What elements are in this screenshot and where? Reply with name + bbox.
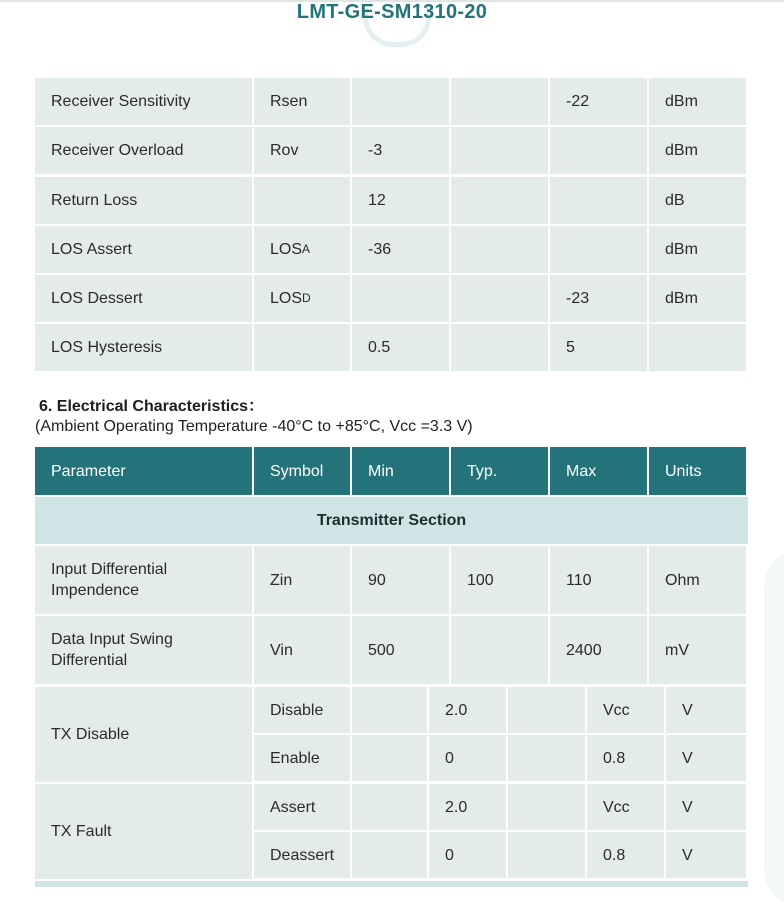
section-title: 6. Electrical Characteristics： [39,398,265,415]
table-cell [649,616,746,684]
table-cell-text: 110 [566,571,592,589]
tx-fault-cell-text: Assert [270,798,316,816]
tx-disable-cell-text: V [682,749,693,767]
table-header-cell-text: Min [368,462,394,480]
next-row-strip [35,881,748,887]
tx-fault-label [35,784,252,879]
receiver-cell-text: -23 [566,290,590,307]
tx-fault-cell [254,784,350,830]
tx-disable-cell [666,735,746,781]
receiver-cell [451,127,548,174]
tx-disable-cell-text: V [682,701,693,719]
tx-disable-cell [508,687,585,733]
receiver-cell [649,275,746,322]
page-title: LMT-GE-SM1310-20 [296,1,488,23]
receiver-cell-text: Receiver Overload [51,142,184,159]
tx-disable-cell [587,687,664,733]
receiver-cell-text: LOS [270,241,303,258]
table-cell [352,546,449,614]
tx-disable-cell [508,735,585,781]
table-cell-text: mV [665,641,689,659]
tx-fault-cell [352,784,427,830]
tx-fault-cell [666,832,746,878]
receiver-cell-text: -22 [566,93,590,110]
receiver-cell [35,78,252,125]
tx-disable-cell [254,687,350,733]
table-cell-text: Input Differential Impendence [51,561,168,599]
tx-fault-cell [352,832,427,878]
tx-disable-cell-text: 2.0 [445,701,468,719]
receiver-cell [352,78,449,125]
receiver-cell [550,324,647,371]
receiver-cell [254,127,350,174]
table-cell [254,616,350,684]
tx-fault-cell [429,832,506,878]
table-cell-text: 500 [368,641,395,659]
receiver-cell [352,275,449,322]
table-header-cell-text: Max [566,462,597,480]
tx-disable-cell-text: Enable [270,749,320,767]
table-cell-text: Ohm [665,571,700,589]
tx-disable-label [35,687,252,782]
receiver-cell-text: LOS Dessert [51,290,143,307]
table-cell-text: 90 [368,571,386,589]
receiver-cell [550,226,647,273]
tx-fault-cell [587,832,664,878]
receiver-cell [550,127,647,174]
table-header-cell-text: Parameter [51,462,126,480]
table-cell [451,546,548,614]
receiver-cell [451,78,548,125]
table-cell [649,546,746,614]
receiver-cell [35,127,252,174]
tx-disable-cell [254,735,350,781]
receiver-cell [254,324,350,371]
tx-disable-cell [666,687,746,733]
receiver-cell [451,275,548,322]
receiver-cell-text: LOS Assert [51,241,132,258]
tx-fault-cell-text: Vcc [603,798,630,816]
table-cell [35,616,252,684]
table-header-cell [649,447,746,495]
receiver-cell-text: -36 [368,241,392,258]
receiver-cell-text: 5 [566,339,575,356]
tx-fault-cell-text: 2.0 [445,798,468,816]
table-cell-text: 100 [467,571,494,589]
symbol-subscript: A [302,242,311,256]
receiver-cell-text: LOS [270,290,303,307]
table-header-cell-text: Typ. [467,462,498,480]
receiver-cell-text: dBm [665,241,698,258]
table-cell [550,616,647,684]
receiver-cell [550,177,647,224]
receiver-cell [352,177,449,224]
receiver-cell [550,275,647,322]
receiver-cell-text: 0.5 [368,339,391,356]
tx-fault-cell [508,784,585,830]
tx-fault-cell-text: 0 [445,846,454,864]
receiver-cell [451,177,548,224]
tx-disable-cell-text: Disable [270,701,324,719]
section-header-text: Transmitter Section [316,512,467,529]
receiver-cell-text: -3 [368,142,383,159]
tx-disable-cell-text: Vcc [603,701,630,719]
receiver-cell-text: Receiver Sensitivity [51,93,191,110]
tx-disable-label-text: TX Disable [51,726,130,743]
receiver-cell [35,226,252,273]
receiver-cell [254,78,350,125]
receiver-cell [35,324,252,371]
watermark-shape [764,548,784,908]
receiver-cell-text: dBm [665,93,698,110]
tx-fault-cell [587,784,664,830]
receiver-cell-text: Rov [270,142,299,159]
tx-disable-cell-text: 0 [445,749,454,767]
receiver-cell [254,177,350,224]
tx-fault-cell [508,832,585,878]
tx-disable-cell [429,735,506,781]
table-cell [254,546,350,614]
tx-disable-cell [587,735,664,781]
table-header-cell [35,447,252,495]
receiver-cell-text: dBm [665,142,698,159]
section-header [35,497,748,544]
table-header-cell-text: Units [665,462,702,480]
tx-fault-cell [666,784,746,830]
tx-fault-cell [254,832,350,878]
receiver-cell-text: dB [665,192,685,209]
receiver-cell-text: Rsen [270,93,308,110]
receiver-cell [254,226,350,273]
table-header-cell-text: Symbol [270,462,324,480]
table-cell-text: Data Input Swing Differential [51,631,173,669]
table-header-cell [352,447,449,495]
table-header-cell [254,447,350,495]
tx-fault-cell-text: V [682,846,693,864]
receiver-cell-text: dBm [665,290,698,307]
receiver-cell [649,78,746,125]
tx-fault-cell-text: 0.8 [603,846,626,864]
receiver-cell-text: 12 [368,192,386,209]
tx-disable-cell [352,687,427,733]
receiver-cell [649,177,746,224]
tx-fault-cell-text: V [682,798,693,816]
table-cell [451,616,548,684]
tx-disable-cell-text: 0.8 [603,749,626,767]
receiver-cell [35,275,252,322]
receiver-cell [254,275,350,322]
tx-fault-label-text: TX Fault [51,823,112,840]
receiver-cell [649,226,746,273]
symbol-subscript: D [302,291,311,305]
table-header-cell [451,447,548,495]
receiver-cell [352,226,449,273]
tx-disable-cell [429,687,506,733]
tx-disable-cell [352,735,427,781]
tx-fault-cell [429,784,506,830]
receiver-cell [451,324,548,371]
receiver-cell-text: Return Loss [51,192,138,209]
tx-fault-cell-text: Deassert [270,846,335,864]
receiver-cell [451,226,548,273]
table-cell-text: Vin [270,641,293,659]
receiver-cell [35,177,252,224]
section-note: (Ambient Operating Temperature -40°C to +85°C, Vcc =3.3 V) [35,418,473,435]
table-header-cell [550,447,647,495]
receiver-cell [649,127,746,174]
receiver-cell [352,127,449,174]
table-cell-text: Zin [270,571,293,589]
table-cell-text: 2400 [566,641,602,659]
receiver-cell [550,78,647,125]
table-cell [352,616,449,684]
table-cell [35,546,252,614]
receiver-cell-text: LOS Hysteresis [51,339,163,356]
table-cell [550,546,647,614]
receiver-cell [649,324,746,371]
receiver-cell [352,324,449,371]
